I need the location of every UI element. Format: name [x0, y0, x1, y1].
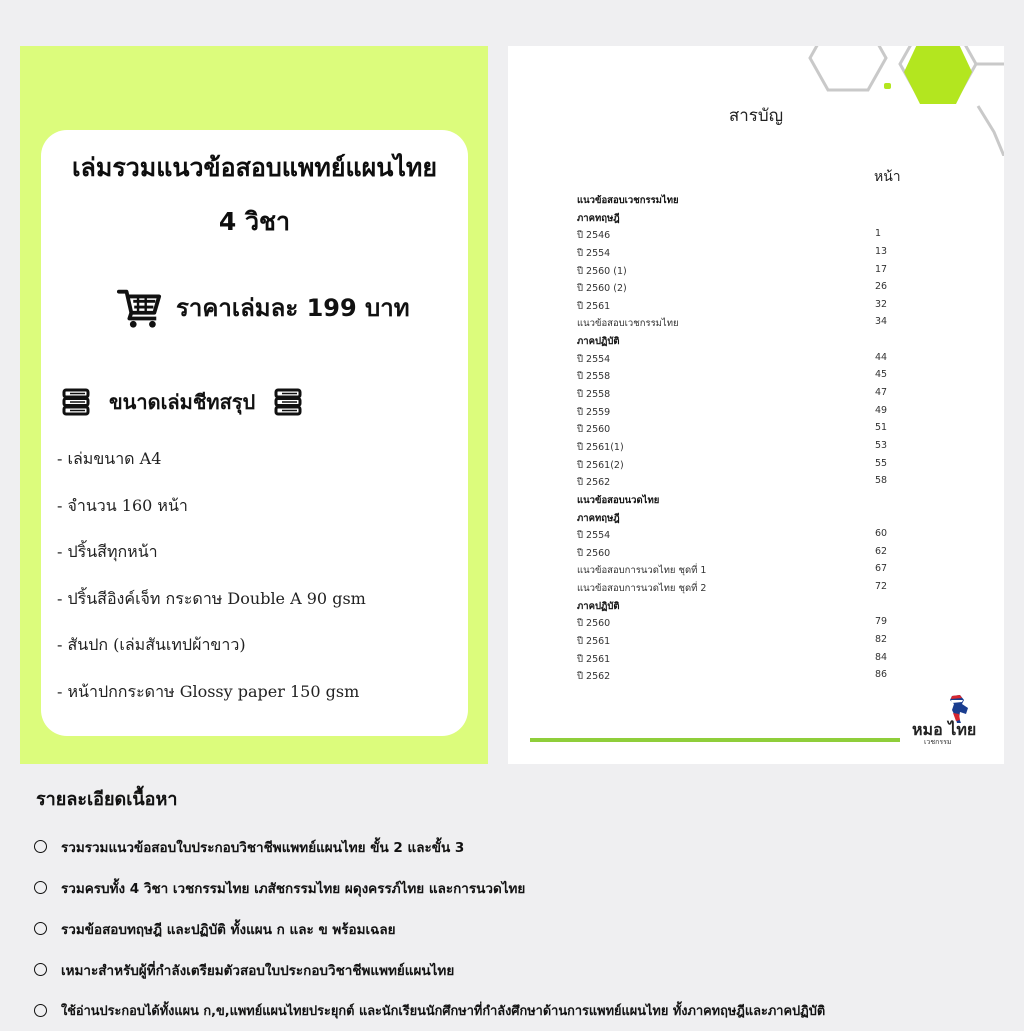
toc-row-page: 58 — [875, 475, 888, 487]
product-panel — [20, 46, 488, 764]
toc-row — [577, 420, 897, 438]
toc-row-page: 84 — [875, 651, 888, 663]
toc-row-page: 26 — [875, 281, 888, 293]
toc-row-page: 60 — [875, 528, 888, 540]
book-stack-icon — [273, 387, 303, 417]
toc-page-column-label: หน้า — [874, 169, 901, 185]
toc-row-page: 49 — [875, 404, 888, 416]
hexagon-decoration — [798, 46, 1004, 156]
toc-row — [577, 526, 897, 544]
toc-row — [577, 403, 897, 421]
toc-row-label: ปี 2561 — [577, 300, 611, 312]
logo-text: หมอ ไทย — [912, 720, 977, 739]
toc-row-page: 47 — [875, 387, 888, 399]
product-card — [41, 130, 468, 736]
toc-row — [577, 332, 897, 350]
details-heading: รายละเอียดเนื้อหา — [36, 789, 178, 810]
toc-row-page: 45 — [875, 369, 888, 381]
toc-row — [577, 650, 897, 668]
toc-row — [577, 667, 897, 685]
toc-row-label: ปี 2561(2) — [577, 459, 624, 471]
toc-row-label: ปี 2560 — [577, 424, 611, 436]
toc-row — [577, 438, 897, 456]
toc-row — [577, 350, 897, 368]
size-heading: ขนาดเล่มชีทสรุป — [109, 390, 256, 414]
toc-row-label: ภาคปฏิบัติ — [577, 600, 620, 612]
price-row — [116, 282, 410, 332]
details-item — [34, 990, 825, 1031]
toc-row-label: ปี 2560 (2) — [577, 283, 627, 295]
toc-row — [577, 279, 897, 297]
toc-row-label: ภาคทฤษฎี — [577, 212, 620, 224]
toc-row-page: 72 — [875, 581, 888, 593]
details-item — [34, 908, 825, 949]
details-item — [34, 867, 825, 908]
circle-bullet-icon — [34, 963, 47, 976]
toc-row-label: ปี 2554 — [577, 530, 611, 542]
book-stack-icon — [61, 387, 91, 417]
details-item-text: รวมครบทั้ง 4 วิชา เวชกรรมไทย เภสัชกรรมไทย ผดุงครรภ์ไทย และการนวดไทย — [61, 880, 526, 897]
spec-item: - สันปก (เล่มสันเทปผ้าขาว) — [57, 635, 246, 654]
toc-row-label: ปี 2554 — [577, 247, 611, 259]
spec-item: - ปริ้นสีอิงค์เจ็ท กระดาษ Double A 90 gsm — [57, 588, 366, 608]
toc-row-label: ปี 2554 — [577, 353, 611, 365]
toc-row-page: 55 — [875, 457, 888, 469]
details-item-text: รวมรวมแนวข้อสอบใบประกอบวิชาชีพแพทย์แผนไทย ขั้น 2 และขั้น 3 — [61, 839, 465, 856]
shopping-cart-icon — [116, 284, 162, 330]
toc-row-page: 62 — [875, 545, 888, 557]
spec-item: - ปริ้นสีทุกหน้า — [57, 542, 158, 561]
toc-row — [577, 314, 897, 332]
details-item — [34, 826, 825, 867]
toc-row-label: ปี 2561(1) — [577, 441, 624, 453]
toc-row-label: ปี 2560 — [577, 618, 611, 630]
toc-list — [577, 191, 897, 685]
toc-row-page: 53 — [875, 439, 888, 451]
toc-row-page: 51 — [875, 422, 888, 434]
toc-row-page: 79 — [875, 616, 888, 628]
card-title-line1: เล่มรวมแนวข้อสอบแพทย์แผนไทย — [71, 153, 438, 182]
toc-row-label: ปี 2560 (1) — [577, 265, 627, 277]
toc-row — [577, 561, 897, 579]
toc-row-label: แนวข้อสอบเวชกรรมไทย — [577, 318, 679, 330]
toc-row — [577, 297, 897, 315]
toc-row-page: 82 — [875, 634, 888, 646]
circle-bullet-icon — [34, 881, 47, 894]
toc-row-label: แนวข้อสอบการนวดไทย ชุดที่ 1 — [577, 565, 707, 577]
toc-row — [577, 509, 897, 527]
toc-row-label: ปี 2562 — [577, 671, 611, 683]
toc-row — [577, 544, 897, 562]
details-list — [34, 826, 825, 1031]
toc-row — [577, 491, 897, 509]
details-item — [34, 949, 825, 990]
toc-row — [577, 367, 897, 385]
toc-row — [577, 579, 897, 597]
toc-row-label: ปี 2560 — [577, 547, 611, 559]
divider — [530, 738, 900, 742]
details-item-text: รวมข้อสอบทฤษฎี และปฏิบัติ ทั้งแผน ก และ ข พร้อมเฉลย — [61, 921, 396, 938]
toc-row — [577, 473, 897, 491]
details-item-text: ใช้อ่านประกอบได้ทั้งแผน ก,ข,แพทย์แผนไทยประยุกต์ และนักเรียนนักศึกษาที่กำลังศึกษาด้านการแพทย์แผนไทย ทั้งภาคทฤษฎีและภาคปฏิบัติ — [61, 1004, 826, 1019]
brand-logo — [908, 692, 994, 748]
toc-row-label: แนวข้อสอบการนวดไทย ชุดที่ 2 — [577, 583, 707, 595]
toc-row-page: 67 — [875, 563, 888, 575]
toc-row-page: 34 — [875, 316, 888, 328]
price-label: ราคาเล่มละ 199 บาท — [176, 293, 410, 322]
toc-row-page: 13 — [875, 245, 888, 257]
toc-title: สารบัญ — [728, 106, 784, 126]
toc-row-page: 32 — [875, 298, 888, 310]
circle-bullet-icon — [34, 1004, 47, 1017]
toc-row-label: ปี 2561 — [577, 636, 611, 648]
toc-row — [577, 385, 897, 403]
spec-item: - เล่มขนาด A4 — [57, 449, 162, 468]
spec-item: - หน้าปกกระดาษ Glossy paper 150 gsm — [57, 681, 360, 701]
toc-row — [577, 244, 897, 262]
card-title-line2: 4 วิชา — [218, 207, 291, 236]
toc-row-label: แนวข้อสอบนวดไทย — [577, 494, 660, 506]
toc-row-label: ปี 2559 — [577, 406, 611, 418]
toc-row-page: 1 — [875, 228, 882, 240]
toc-row-page: 44 — [875, 351, 888, 363]
circle-bullet-icon — [34, 922, 47, 935]
toc-row — [577, 262, 897, 280]
toc-row-page: 86 — [875, 669, 888, 681]
toc-row — [577, 226, 897, 244]
spec-item: - จำนวน 160 หน้า — [57, 495, 188, 515]
logo-subtext: เวชกรรม — [924, 738, 952, 746]
toc-row-label: ปี 2558 — [577, 371, 611, 383]
spec-list — [57, 448, 366, 727]
size-heading-row — [61, 382, 303, 422]
toc-row-label: ภาคปฏิบัติ — [577, 336, 620, 348]
toc-row — [577, 456, 897, 474]
toc-row-label: ปี 2562 — [577, 477, 611, 489]
toc-row-label: แนวข้อสอบเวชกรรมไทย — [577, 195, 679, 206]
toc-row — [577, 614, 897, 632]
details-item-text: เหมาะสำหรับผู้ที่กำลังเตรียมตัวสอบใบประกอบวิชาชีพแพทย์แผนไทย — [61, 962, 455, 979]
toc-row — [577, 191, 897, 209]
toc-row-page: 17 — [875, 263, 888, 275]
toc-row — [577, 209, 897, 227]
toc-row — [577, 632, 897, 650]
toc-row-label: ปี 2558 — [577, 389, 611, 401]
toc-row-label: ปี 2546 — [577, 230, 611, 242]
circle-bullet-icon — [34, 840, 47, 853]
toc-page — [508, 46, 1004, 764]
toc-row — [577, 597, 897, 615]
toc-row-label: ภาคทฤษฎี — [577, 512, 620, 524]
toc-row-label: ปี 2561 — [577, 653, 611, 665]
